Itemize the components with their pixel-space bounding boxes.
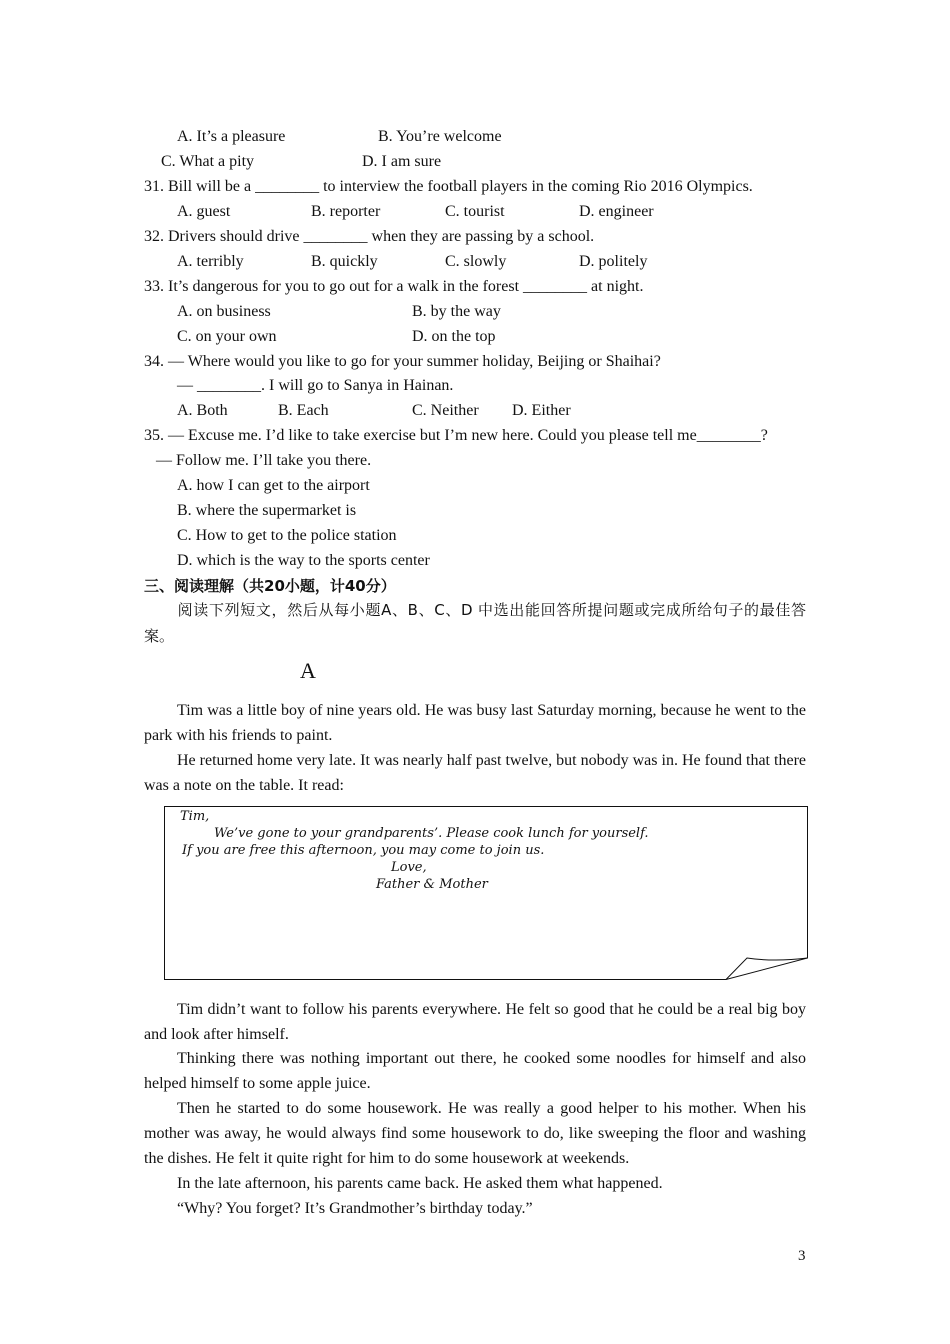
note-card — [164, 806, 808, 979]
q34-option-d: D. Either — [512, 402, 571, 419]
passage-paragraph — [144, 1096, 806, 1171]
passage-p4: Thinking there was nothing important out there, he cooked some noodles for himself and also helped himself to some apple juice. — [144, 1050, 806, 1092]
q33-stem: 33. It’s dangerous for you to go out for a walk in the forest ________ at night. — [144, 278, 644, 295]
note-greeting: Tim, — [180, 809, 210, 824]
section-heading: 三、阅读理解（共20小题，计40分） — [144, 577, 396, 595]
note-closing: Love, — [391, 860, 427, 875]
q33-option-d: D. on the top — [412, 328, 496, 345]
q32-option-d: D. politely — [579, 253, 648, 270]
q30-option-c: C. What a pity — [161, 153, 255, 170]
passage-title: A — [300, 658, 316, 683]
q30-option-b: B. You’re welcome — [378, 128, 502, 145]
passage-paragraph — [144, 1196, 806, 1221]
q34-option-c: C. Neither — [412, 402, 479, 419]
passage-p3: Tim didn’t want to follow his parents everywhere. He felt so good that he could be a real big boy and look after himself. — [144, 1001, 806, 1043]
q34-stem: 34. — Where would you like to go for your summer holiday, Beijing or Shaihai? — [144, 353, 661, 370]
note-line2: If you are free this afternoon, you may come to join us. — [182, 843, 545, 858]
q34-option-a: A. Both — [177, 402, 228, 419]
passage-paragraph — [144, 997, 806, 1047]
section-instruction — [144, 597, 806, 649]
q31-stem: 31. Bill will be a ________ to interview the football players in the coming Rio 2016 Olympics. — [144, 178, 753, 195]
passage-paragraph — [144, 748, 806, 798]
q32-stem: 32. Drivers should drive ________ when they are passing by a school. — [144, 228, 595, 245]
q31-option-d: D. engineer — [579, 203, 654, 220]
q32-option-c: C. slowly — [445, 253, 507, 270]
q34-option-b: B. Each — [278, 402, 329, 419]
passage-paragraph — [144, 1046, 806, 1096]
q32-option-a: A. terribly — [177, 253, 244, 270]
q35-option-b: B. where the supermarket is — [177, 502, 357, 519]
page-number: 3 — [798, 1248, 806, 1264]
q35-option-a: A. how I can get to the airport — [177, 477, 370, 494]
passage-p1: Tim was a little boy of nine years old. He was busy last Saturday morning, because he went to the park with his friends to paint. — [144, 702, 806, 744]
passage-p5: Then he started to do some housework. He was really a good helper to his mother. When his mother was away, he would always find some housework to do, like sweeping the floor and washing the dishes. He felt it quite right for him to do some housework at weekends. — [144, 1100, 806, 1167]
q30-option-d: D. I am sure — [362, 153, 442, 170]
passage-paragraph — [144, 698, 806, 748]
q32-option-b: B. quickly — [311, 253, 378, 270]
passage-paragraph — [144, 1171, 806, 1196]
q31-option-b: B. reporter — [311, 203, 381, 220]
passage-p7: “Why? You forget? It’s Grandmother’s birthday today.” — [177, 1200, 533, 1217]
q34-answer-line: — ________. I will go to Sanya in Hainan. — [177, 377, 454, 394]
passage-p2: He returned home very late. It was nearly half past twelve, but nobody was in. He found that there was a note on the table. It read: — [144, 752, 806, 794]
q31-option-a: A. guest — [177, 203, 231, 220]
q33-option-c: C. on your own — [177, 328, 277, 345]
note-signature: Father & Mother — [376, 877, 488, 892]
q30-option-a: A. It’s a pleasure — [177, 128, 286, 145]
section-instruction-text: 阅读下列短文，然后从每小题A、B、C、D 中选出能回答所提问题或完成所给句子的最佳答案。 — [144, 601, 806, 645]
q33-option-a: A. on business — [177, 303, 271, 320]
q35-option-c: C. How to get to the police station — [177, 527, 397, 544]
q35-option-d: D. which is the way to the sports center — [177, 552, 430, 569]
passage-p6: In the late afternoon, his parents came back. He asked them what happened. — [177, 1175, 663, 1192]
note-line1: We’ve gone to your grandparents’. Please cook lunch for yourself. — [214, 826, 649, 841]
q33-option-b: B. by the way — [412, 303, 501, 320]
q31-option-c: C. tourist — [445, 203, 505, 220]
q35-stem: 35. — Excuse me. I’d like to take exercise but I’m new here. Could you please tell me________? — [144, 427, 768, 444]
q35-reply: — Follow me. I’ll take you there. — [156, 452, 372, 469]
